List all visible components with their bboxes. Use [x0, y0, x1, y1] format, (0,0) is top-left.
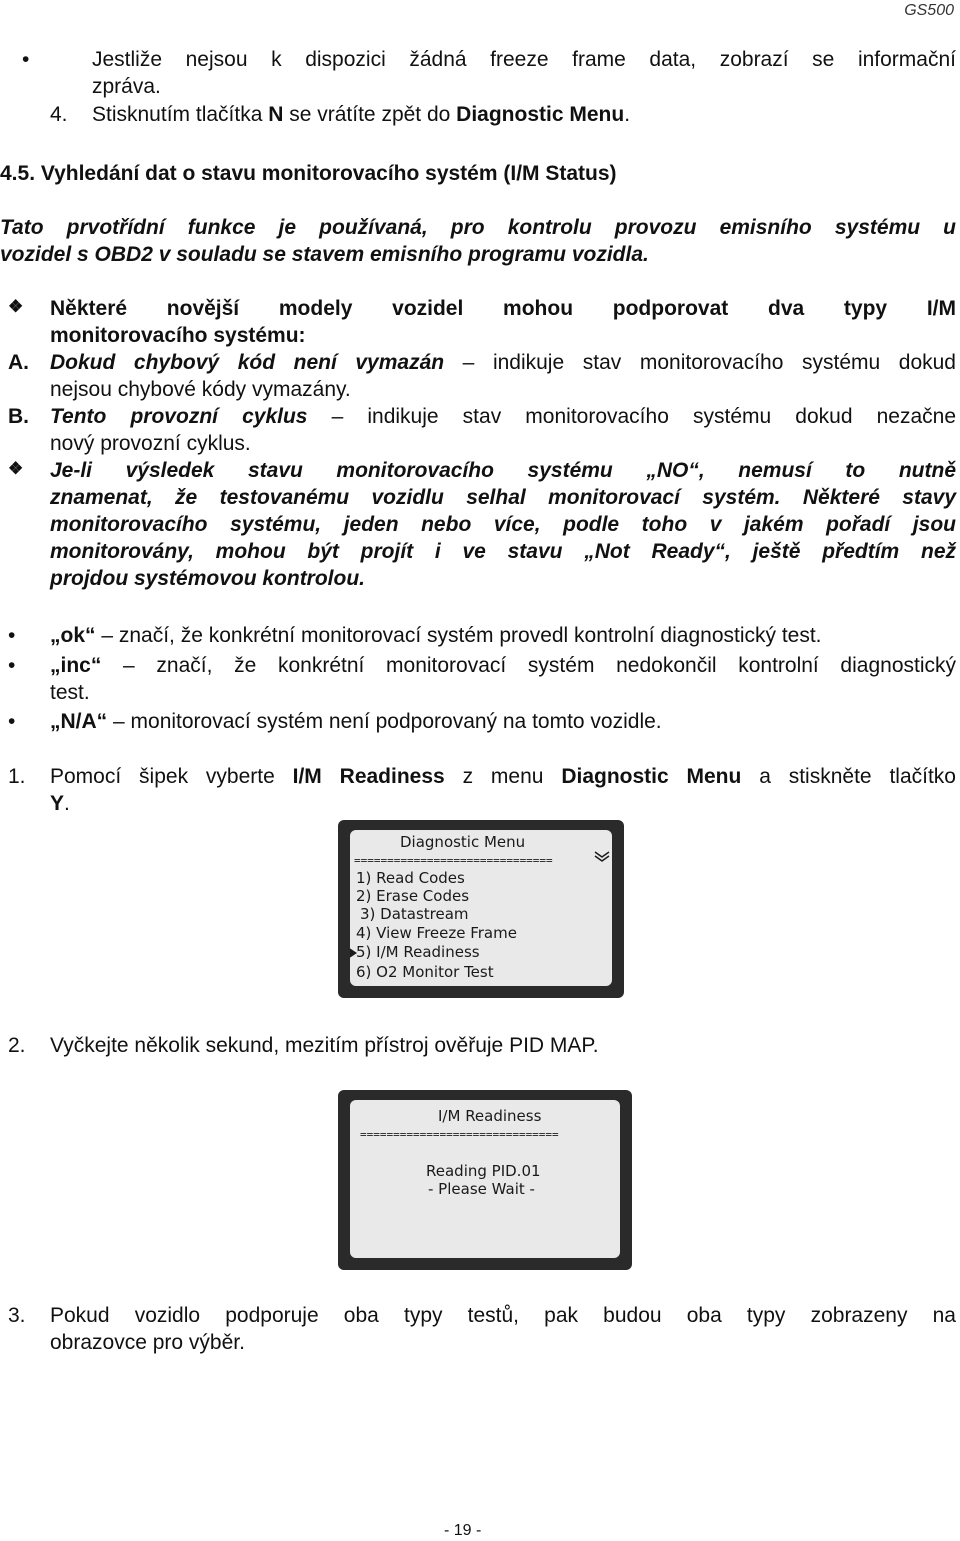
step1-line2: Y. [50, 792, 70, 815]
menu-item-im-readiness: 5) I/M Readiness [356, 943, 480, 961]
screen-status-line1: Reading PID.01 [426, 1162, 541, 1180]
step1-line1: Pomocí šipek vyberte I/M Readiness z menu Diagnostic Menu a stiskněte tlačítko [50, 765, 956, 788]
legend-inc: „inc“ – značí, že konkrétní monitorovací systém nedokončil kontrolní diagnostický [50, 654, 956, 677]
document-model-header: GS500 [904, 2, 954, 19]
device-screen-im-readiness [338, 1090, 632, 1270]
screen-title: Diagnostic Menu [400, 833, 526, 851]
note2-line3: monitorovacího systému, jeden nebo více, podle toho v jakém pořadí jsou [50, 513, 956, 536]
note1-line1: Některé novější modely vozidel mohou podporovat dva typy I/M [50, 297, 956, 320]
step3-number: 3. [8, 1304, 26, 1327]
legend-na: „N/A“ – monitorovací systém není podporovaný na tomto vozidle. [50, 710, 662, 733]
section-paragraph-line2: vozidel s OBD2 v souladu se stavem emisního programu vozidla. [0, 243, 649, 266]
item-a-line1: Dokud chybový kód není vymazán – indikuje stav monitorovacího systému dokud [50, 351, 956, 374]
section-heading: 4.5. Vyhledání dat o stavu monitorovacího systém (I/M Status) [0, 162, 617, 185]
device-screen-diagnostic-menu [338, 820, 624, 998]
menu-item-view-freeze-frame: 4) View Freeze Frame [356, 924, 517, 942]
screen-title: I/M Readiness [438, 1107, 542, 1125]
note2-line1: Je-li výsledek stavu monitorovacího systému „NO“, nemusí to nutně [50, 459, 956, 482]
menu-item-erase-codes: 2) Erase Codes [356, 887, 470, 905]
item-a-line2: nejsou chybové kódy vymazány. [50, 378, 351, 401]
note2-line5: projdou systémovou kontrolou. [50, 567, 366, 590]
legend-inc-line2: test. [50, 681, 90, 704]
screen-separator: ============================== [360, 1128, 559, 1141]
note2-line4: monitorovány, mohou být projít i ve stavu „Not Ready“, ještě předtím než [50, 540, 956, 563]
lcd-display [350, 1100, 620, 1258]
screen-separator: ============================== [354, 854, 553, 867]
bullet-dot: • [8, 624, 16, 647]
item-b-label: B. [8, 405, 29, 428]
intro-bullet-line2: zpráva. [92, 75, 161, 98]
step2-number: 2. [8, 1034, 26, 1057]
lcd-display [350, 830, 612, 986]
menu-item-o2-monitor-test: 6) O2 Monitor Test [356, 963, 494, 981]
step4-number: 4. [50, 103, 68, 126]
bullet-dot: • [8, 654, 16, 677]
step3-line1: Pokud vozidlo podporuje oba typy testů, pak budou oba typy zobrazeny na [50, 1304, 956, 1327]
page-number: - 19 - [444, 1522, 482, 1539]
step1-number: 1. [8, 765, 26, 788]
item-a-label: A. [8, 351, 29, 374]
item-b-line1: Tento provozní cyklus – indikuje stav monitorovacího systému dokud nezačne [50, 405, 956, 428]
item-b-line2: nový provozní cyklus. [50, 432, 251, 455]
chevron-down-icon [594, 850, 610, 862]
screen-status-line2: - Please Wait - [428, 1180, 535, 1198]
legend-ok: „ok“ – značí, že konkrétní monitorovací systém provedl kontrolní diagnostický test. [50, 624, 822, 647]
intro-bullet-line1: Jestliže nejsou k dispozici žádná freeze frame data, zobrazí se informační [92, 48, 956, 71]
menu-item-datastream: 3) Datastream [360, 905, 469, 923]
step3-line2: obrazovce pro výběr. [50, 1331, 245, 1354]
bullet-dot: • [8, 710, 16, 733]
section-paragraph-line1: Tato prvotřídní funkce je používaná, pro kontrolu provozu emisního systému u [0, 216, 956, 239]
diamond-bullet-icon: ❖ [8, 297, 24, 316]
step2-text: Vyčkejte několik sekund, mezitím přístroj ověřuje PID MAP. [50, 1034, 599, 1057]
step4-text: Stisknutím tlačítka N se vrátíte zpět do Diagnostic Menu. [92, 103, 631, 126]
note2-line2: znamenat, že testovanému vozidlu selhal monitorovací systém. Některé stavy [50, 486, 956, 509]
note1-line2: monitorovacího systému: [50, 324, 306, 347]
diamond-bullet-icon-2: ❖ [8, 459, 24, 478]
menu-item-read-codes: 1) Read Codes [356, 869, 465, 887]
bullet-dot: • [22, 48, 30, 71]
